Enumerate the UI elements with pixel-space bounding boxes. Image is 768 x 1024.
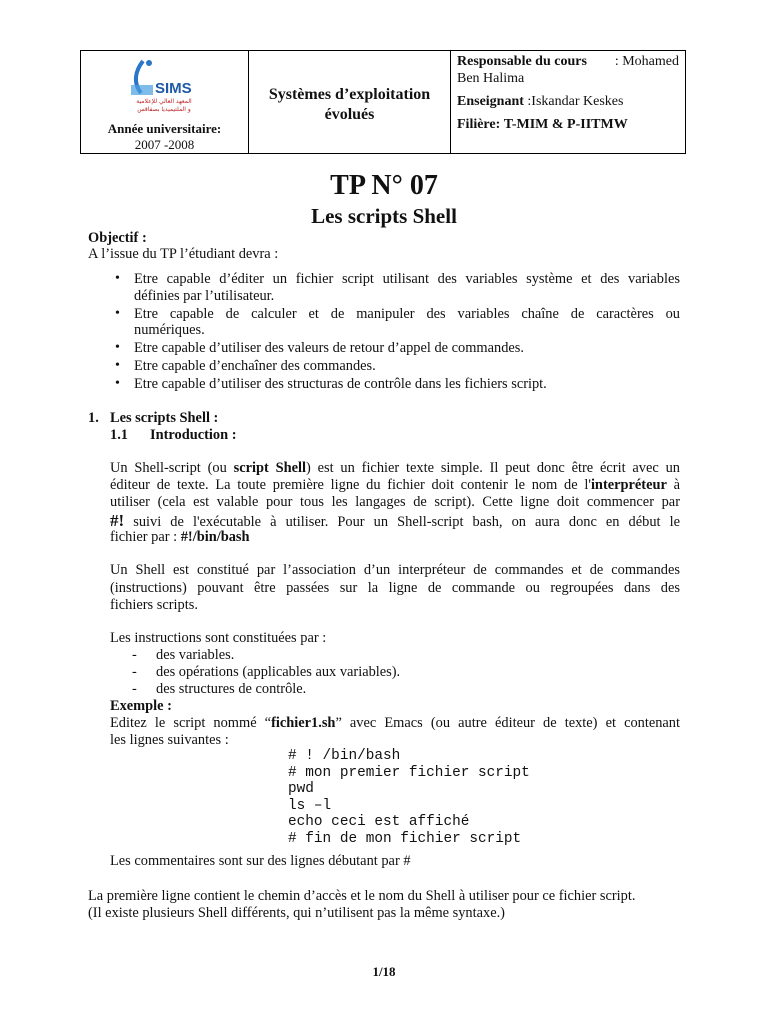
- course-title-line-1: Systèmes d’exploitation: [268, 86, 431, 103]
- para2-line-3: fichiers scripts.: [110, 597, 198, 613]
- bullet-icon: •: [115, 340, 120, 355]
- final-line-1: La première ligne contient le chemin d’accès et le nom du Shell à utiliser pour ce fichier script.: [88, 888, 636, 904]
- objectif-item-3: Etre capable d’utiliser des valeurs de retour d’appel de commandes.: [134, 340, 524, 356]
- dash-icon: -: [132, 681, 137, 697]
- instruction-item-1: des variables.: [156, 647, 235, 663]
- section-1-title: Les scripts Shell :: [110, 410, 219, 426]
- para1-line-5: fichier par : #!/bin/bash: [110, 529, 250, 545]
- bullet-icon: •: [115, 376, 120, 391]
- objectif-item-2-line-1: Etre capable de calculer et de manipuler des variables chaîne de caractères ou: [134, 306, 680, 322]
- academic-year-label: Année universitaire:: [107, 121, 222, 136]
- objectif-item-4: Etre capable d’enchaîner des commandes.: [134, 358, 376, 374]
- para2-line-2: (instructions) pouvant être passées sur la ligne de commande ou regroupées dans des: [110, 580, 680, 596]
- term-script-shell: script Shell: [233, 460, 306, 476]
- responsable-value-2: Ben Halima: [457, 71, 525, 86]
- para1-line-3: utiliser (cela est valable pour tous les langages de script). Cette ligne doit commencer par: [110, 494, 680, 510]
- code-line-1: # ! /bin/bash: [288, 748, 401, 764]
- code-line-4: ls –l: [288, 798, 332, 814]
- dash-icon: -: [132, 647, 137, 663]
- commentaires-note: Les commentaires sont sur des lignes débutant par #: [110, 853, 411, 869]
- page-number: 1/18: [372, 964, 396, 979]
- isims-logo: [121, 57, 207, 117]
- code-line-6: # fin de mon fichier script: [288, 831, 522, 847]
- para1-line-1: Un Shell-script (ou script Shell) est un fichier texte simple. Il peut donc être écrit avec un: [110, 460, 680, 476]
- header-logo-cell: [81, 51, 249, 153]
- responsable-value: : Mohamed: [614, 54, 679, 69]
- course-title-line-2: évolués: [324, 106, 375, 123]
- para1-line-2: éditeur de texte. La toute première ligne du fichier doit contenir le nom de l'interpréteur à: [110, 477, 680, 493]
- instructions-intro: Les instructions sont constituées par :: [110, 630, 327, 646]
- header-table: [80, 50, 686, 154]
- shebang-bash: #!/bin/bash: [180, 529, 250, 545]
- course-info-cell: [451, 51, 685, 153]
- tp-title: TP N° 07: [330, 170, 438, 201]
- objectif-item-1-line-2: définies par l’utilisateur.: [134, 288, 275, 304]
- filiere-label: Filière:: [457, 117, 501, 132]
- exemple-label: Exemple :: [110, 698, 172, 714]
- filename-fichier1: fichier1.sh: [271, 715, 336, 731]
- academic-year-value: 2007 -2008: [134, 137, 195, 152]
- para2-line-1: Un Shell est constitué par l’association d’un interpréteur de commandes et de commandes: [110, 562, 680, 578]
- objectif-label: Objectif :: [88, 230, 147, 246]
- course-title-cell: [249, 51, 451, 153]
- exemple-line-2: les lignes suivantes :: [110, 732, 229, 748]
- enseignant-row: [457, 93, 679, 110]
- objectif-item-1-line-1: Etre capable d’éditer un fichier script utilisant des variables système et des variables: [134, 271, 680, 287]
- enseignant-value: :Iskandar Keskes: [527, 94, 624, 109]
- logo-arabic-line-1: المعهد العالي للإعلامية: [136, 98, 192, 105]
- bullet-icon: •: [115, 271, 120, 286]
- section-1-1-number: 1.1: [110, 427, 128, 443]
- academic-year: [81, 121, 248, 153]
- enseignant-label: Enseignant: [457, 94, 524, 109]
- para1-line-4: #! suivi de l'exécutable à utiliser. Pour un Shell-script bash, on aura donc en début le: [110, 511, 680, 530]
- bullet-icon: •: [115, 358, 120, 373]
- section-1-1-title: Introduction :: [150, 427, 237, 443]
- final-line-2: (Il existe plusieurs Shell différents, qui n’utilisent pas la même syntaxe.): [88, 905, 505, 921]
- dash-icon: -: [132, 664, 137, 680]
- code-line-3: pwd: [288, 781, 314, 797]
- term-interpreteur: interpréteur: [590, 477, 667, 493]
- instruction-item-3: des structures de contrôle.: [156, 681, 307, 697]
- tp-subtitle: Les scripts Shell: [311, 204, 457, 228]
- objectif-intro: A l’issue du TP l’étudiant devra :: [88, 246, 279, 262]
- code-line-5: echo ceci est affiché: [288, 814, 470, 830]
- objectif-item-5: Etre capable d’utiliser des structuras de contrôle dans les fichiers script.: [134, 376, 547, 392]
- section-1-number: 1.: [88, 410, 99, 426]
- instruction-item-2: des opérations (applicables aux variables).: [156, 664, 401, 680]
- objectif-item-2-line-2: numériques.: [134, 322, 205, 338]
- filiere-value: T-MIM & P-IITMW: [503, 117, 628, 132]
- shebang-symbol: #!: [110, 511, 125, 530]
- filiere-row: [457, 116, 679, 133]
- exemple-line-1: Editez le script nommé “fichier1.sh” avec Emacs (ou autre éditeur de texte) et contenant: [110, 715, 681, 731]
- bullet-icon: •: [115, 306, 120, 321]
- code-line-2: # mon premier fichier script: [288, 765, 530, 781]
- responsable-label: Responsable du cours: [457, 54, 587, 69]
- responsable-row: [457, 53, 679, 87]
- logo-text: SIMS: [155, 80, 192, 97]
- logo-arabic-line-2: و الملتيميديا بصفاقس: [137, 106, 191, 113]
